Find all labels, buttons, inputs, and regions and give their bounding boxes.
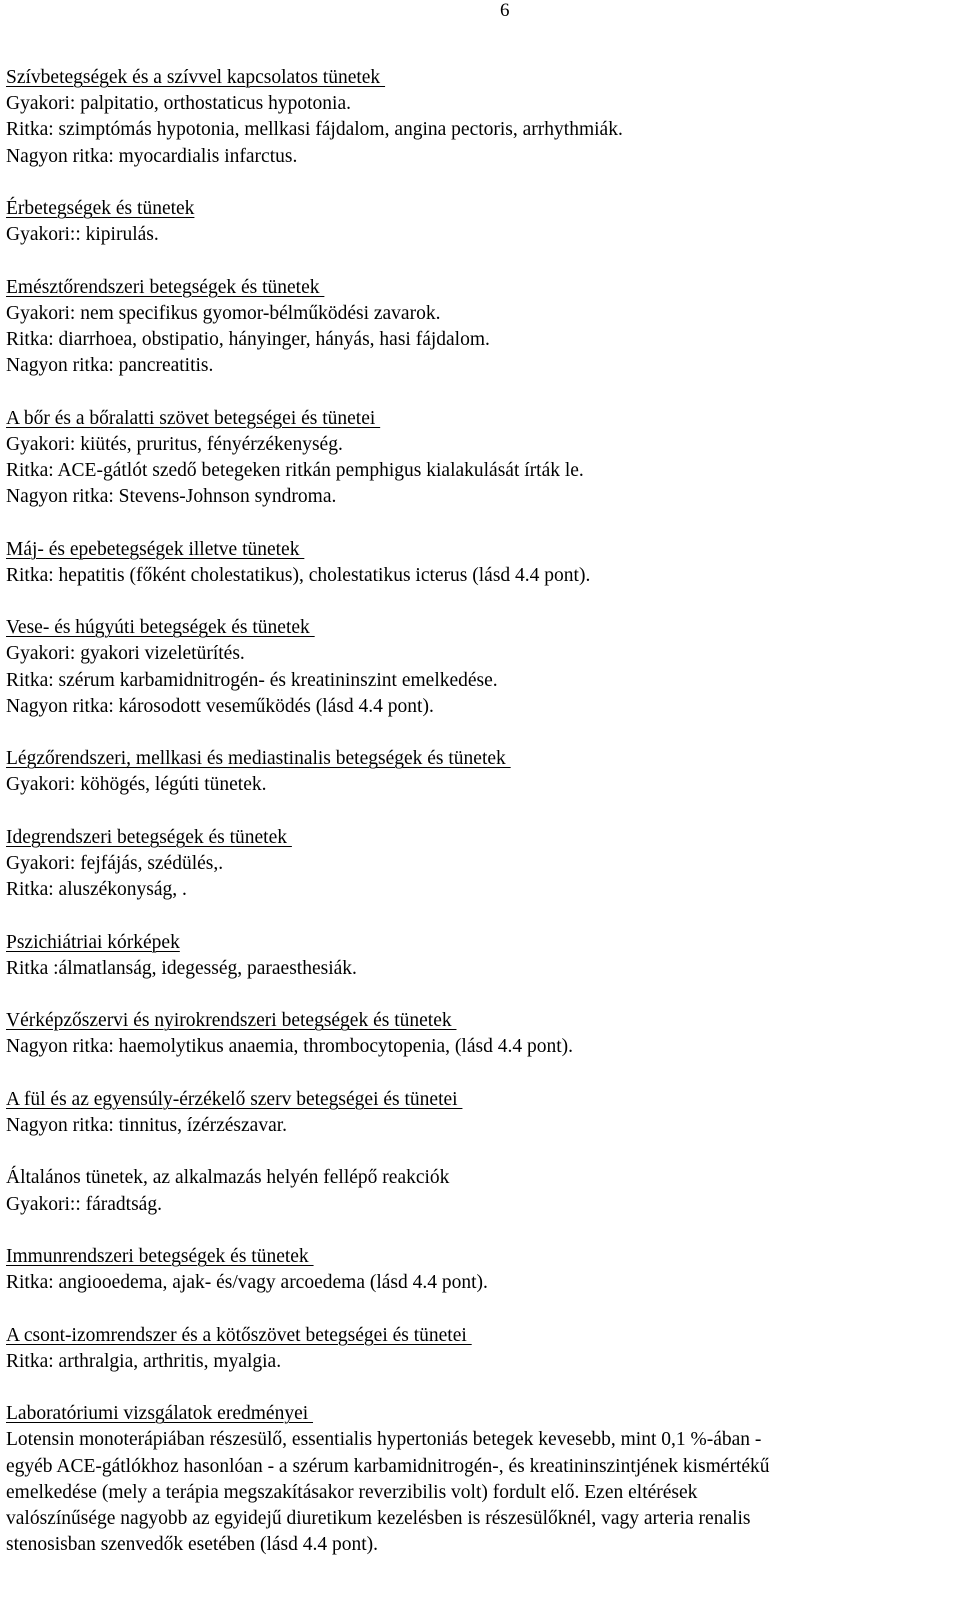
section-respiratory — [6, 746, 946, 798]
section-line: Ritka: szimptómás hypotonia, mellkasi fájdalom, angina pectoris, arrhythmiák. — [6, 119, 623, 141]
section-line: Gyakori: fejfájás, szédülés,. — [6, 852, 224, 874]
section-line: Nagyon ritka: haemolytikus anaemia, thrombocytopenia, (lásd 4.4 pont). — [6, 1036, 573, 1058]
section-heading: Általános tünetek, az alkalmazás helyén fellépő reakciók — [6, 1167, 450, 1189]
paragraph-line: Lotensin monoterápiában részesülő, essentialis hypertoniás betegek kevesebb, mint 0,1 %-ában - — [6, 1429, 762, 1451]
section-heading: Idegrendszeri betegségek és tünetek — [6, 826, 292, 848]
document-body — [6, 65, 946, 1585]
section-line: Ritka: szérum karbamidnitrogén- és kreatininszint emelkedése. — [6, 669, 498, 691]
section-line: Nagyon ritka: myocardialis infarctus. — [6, 145, 298, 167]
section-heading: Pszichiátriai kórképek — [6, 931, 180, 953]
section-psychiatric — [6, 930, 946, 982]
section-line: Ritka: ACE-gátlót szedő betegeken ritkán pemphigus kialakulását írták le. — [6, 460, 584, 481]
section-laboratory — [6, 1401, 946, 1558]
section-line: Ritka :álmatlanság, idegesség, paraesthesiák. — [6, 957, 357, 979]
section-line: Ritka: aluszékonyság, . — [6, 879, 187, 901]
section-line: Gyakori: nem specifikus gyomor-bélműködési zavarok. — [6, 302, 441, 324]
section-line: Nagyon ritka: károsodott veseműködés (lásd 4.4 pont). — [6, 695, 434, 717]
section-heading: Érbetegségek és tünetek — [6, 198, 195, 219]
section-heading: Vérképzőszervi és nyirokrendszeri betegségek és tünetek — [6, 1010, 457, 1032]
section-ear-labyrinth — [6, 1087, 946, 1139]
section-heading: Légzőrendszeri, mellkasi és mediastinalis betegségek és tünetek — [6, 748, 511, 770]
section-line: Ritka: arthralgia, arthritis, myalgia. — [6, 1350, 282, 1372]
section-heading: A bőr és a bőralatti szövet betegségei és tünetei — [6, 407, 381, 429]
section-renal — [6, 615, 946, 720]
paragraph-line: emelkedése (mely a terápia megszakításakor reverzibilis volt) fordult elő. Ezen eltérések — [6, 1481, 698, 1503]
section-heading: Emésztőrendszeri betegségek és tünetek — [6, 276, 325, 298]
paragraph-line: egyéb ACE-gátlókhoz hasonlóan - a szérum karbamidnitrogén-, és kreatininszintjének kismértékű — [6, 1455, 770, 1477]
section-line: Ritka: diarrhoea, obstipatio, hányinger, hányás, hasi fájdalom. — [6, 329, 490, 350]
section-line: Gyakori: gyakori vizeletürítés. — [6, 643, 245, 665]
page-number: 6 — [500, 0, 510, 21]
section-blood-lymphatic — [6, 1008, 946, 1060]
section-musculoskeletal — [6, 1323, 946, 1375]
section-heading: A fül és az egyensúly-érzékelő szerv betegségei és tünetei — [6, 1088, 463, 1110]
section-line: Gyakori:: fáradtság. — [6, 1193, 162, 1215]
section-heading: Vese- és húgyúti betegségek és tünetek — [6, 617, 315, 639]
section-heading: Máj- és epebetegségek illetve tünetek — [6, 538, 305, 560]
section-line: Ritka: hepatitis (főként cholestatikus), cholestatikus icterus (lásd 4.4 pont). — [6, 564, 591, 586]
section-heading: A csont-izomrendszer és a kötőszövet betegségei és tünetei — [6, 1324, 472, 1346]
paragraph-line: valószínűsége nagyobb az egyidejű diuretikum kezelésben is részesülőknél, vagy arteria renalis — [6, 1507, 751, 1529]
section-heading: Szívbetegségek és a szívvel kapcsolatos tünetek — [6, 67, 386, 88]
section-line: Nagyon ritka: Stevens-Johnson syndroma. — [6, 486, 337, 508]
section-line: Gyakori: kiütés, pruritus, fényérzékenység. — [6, 433, 343, 455]
section-hepatobiliary — [6, 537, 946, 589]
section-cardiac — [6, 65, 946, 170]
section-skin — [6, 406, 946, 511]
section-gastrointestinal — [6, 275, 946, 380]
section-vascular — [6, 196, 946, 248]
section-line: Nagyon ritka: pancreatitis. — [6, 355, 214, 377]
section-heading: Laboratóriumi vizsgálatok eredményei — [6, 1403, 314, 1425]
section-line: Ritka: angiooedema, ajak- és/vagy arcoedema (lásd 4.4 pont). — [6, 1272, 488, 1294]
section-general — [6, 1165, 946, 1217]
section-line: Gyakori: köhögés, légúti tünetek. — [6, 774, 267, 796]
paragraph-line: stenosisban szenvedők esetében (lásd 4.4 pont). — [6, 1534, 379, 1556]
section-heading: Immunrendszeri betegségek és tünetek — [6, 1245, 314, 1267]
section-immune — [6, 1244, 946, 1296]
section-line: Nagyon ritka: tinnitus, ízérzészavar. — [6, 1114, 288, 1136]
section-nervous-system — [6, 825, 946, 904]
section-line: Gyakori: palpitatio, orthostaticus hypotonia. — [6, 93, 351, 115]
section-line: Gyakori:: kipirulás. — [6, 224, 159, 246]
